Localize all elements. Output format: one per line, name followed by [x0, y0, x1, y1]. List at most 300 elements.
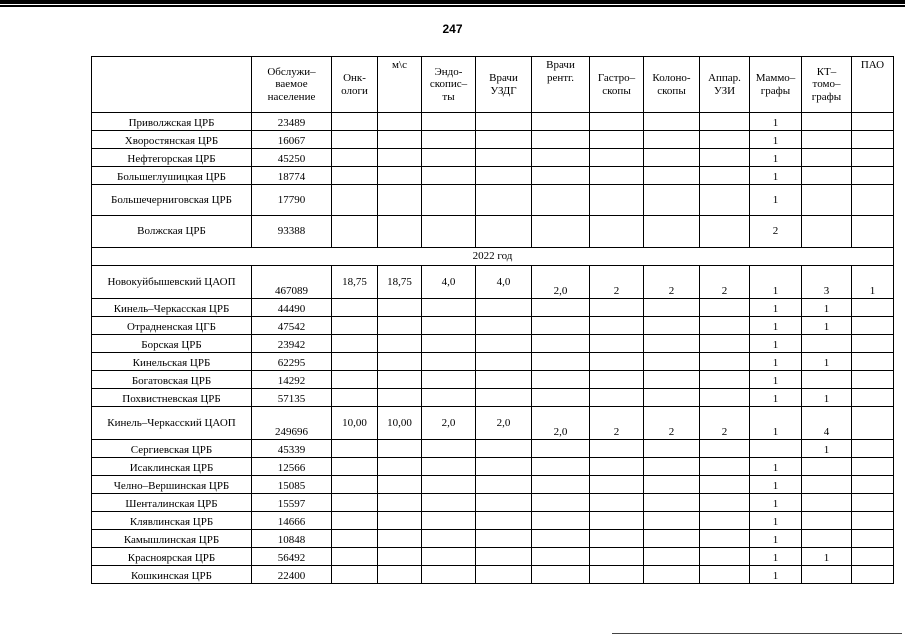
cell-rentg	[532, 149, 590, 167]
cell-onc	[332, 216, 378, 248]
cell-uzdg	[476, 476, 532, 494]
table-row	[92, 440, 894, 458]
cell-ct	[802, 167, 852, 185]
cell-colono	[644, 476, 700, 494]
cell-colono	[644, 149, 700, 167]
cell-endo	[422, 440, 476, 458]
cell-ms	[378, 317, 422, 335]
cell-gastro	[590, 317, 644, 335]
cell-gastro: 2	[590, 266, 644, 299]
cell-endo	[422, 458, 476, 476]
cell-endo	[422, 299, 476, 317]
cell-colono	[644, 113, 700, 131]
cell-endo	[422, 216, 476, 248]
cell-pao	[852, 548, 894, 566]
cell-mammo: 1	[750, 458, 802, 476]
cell-gastro	[590, 476, 644, 494]
cell-pao	[852, 149, 894, 167]
cell-uzdg	[476, 131, 532, 149]
cell-name: Шенталинская ЦРБ	[92, 494, 252, 512]
cell-mammo: 1	[750, 494, 802, 512]
header-oncologists: Онк-ологи	[332, 57, 378, 113]
cell-uzdg	[476, 353, 532, 371]
cell-ct	[802, 113, 852, 131]
cell-uzdg	[476, 299, 532, 317]
cell-ms	[378, 389, 422, 407]
header-ms: м\с	[378, 57, 422, 113]
cell-pao	[852, 512, 894, 530]
table-row	[92, 353, 894, 371]
cell-population: 16067	[252, 131, 332, 149]
cell-population: 249696	[252, 407, 332, 440]
cell-gastro	[590, 548, 644, 566]
cell-population: 15597	[252, 494, 332, 512]
cell-ct	[802, 458, 852, 476]
cell-onc	[332, 530, 378, 548]
table-row	[92, 458, 894, 476]
cell-colono	[644, 335, 700, 353]
cell-gastro	[590, 113, 644, 131]
cell-gastro	[590, 131, 644, 149]
cell-rentg	[532, 216, 590, 248]
cell-ct: 1	[802, 299, 852, 317]
cell-uzdg	[476, 113, 532, 131]
cell-mammo: 1	[750, 317, 802, 335]
header-radiologists: Врачи рентг.	[532, 57, 590, 113]
cell-gastro	[590, 167, 644, 185]
cell-onc	[332, 167, 378, 185]
cell-rentg	[532, 512, 590, 530]
cell-uzi	[700, 494, 750, 512]
cell-ct: 4	[802, 407, 852, 440]
table-row	[92, 335, 894, 353]
cell-population: 15085	[252, 476, 332, 494]
cell-pao	[852, 407, 894, 440]
cell-ms: 18,75	[378, 266, 422, 299]
cell-pao	[852, 476, 894, 494]
cell-mammo: 1	[750, 266, 802, 299]
cell-onc	[332, 299, 378, 317]
cell-population: 45250	[252, 149, 332, 167]
cell-name: Отрадненская ЦГБ	[92, 317, 252, 335]
cell-colono	[644, 389, 700, 407]
top-rule	[0, 0, 905, 7]
cell-uzdg	[476, 216, 532, 248]
year-row	[92, 248, 894, 266]
statistics-table	[91, 56, 894, 584]
cell-uzi	[700, 317, 750, 335]
cell-ms	[378, 530, 422, 548]
cell-uzdg: 2,0	[476, 407, 532, 440]
cell-name: Богатовская ЦРБ	[92, 371, 252, 389]
cell-rentg	[532, 566, 590, 584]
cell-onc	[332, 458, 378, 476]
table-row	[92, 266, 894, 299]
cell-ms	[378, 494, 422, 512]
cell-ms	[378, 131, 422, 149]
cell-name: Исаклинская ЦРБ	[92, 458, 252, 476]
cell-colono: 2	[644, 266, 700, 299]
cell-onc	[332, 512, 378, 530]
cell-rentg	[532, 113, 590, 131]
cell-colono	[644, 299, 700, 317]
cell-uzdg	[476, 185, 532, 216]
cell-population: 22400	[252, 566, 332, 584]
cell-population: 45339	[252, 440, 332, 458]
cell-ct: 1	[802, 317, 852, 335]
cell-gastro	[590, 371, 644, 389]
cell-uzdg	[476, 167, 532, 185]
page-number: 247	[442, 22, 463, 36]
cell-ct: 1	[802, 353, 852, 371]
cell-endo	[422, 530, 476, 548]
cell-endo	[422, 149, 476, 167]
cell-uzi	[700, 299, 750, 317]
cell-endo: 4,0	[422, 266, 476, 299]
header-pao: ПАО	[852, 57, 894, 113]
cell-name: Камышлинская ЦРБ	[92, 530, 252, 548]
table-row	[92, 566, 894, 584]
cell-population: 14292	[252, 371, 332, 389]
cell-endo	[422, 131, 476, 149]
table-row	[92, 185, 894, 216]
cell-name: Кинельская ЦРБ	[92, 353, 252, 371]
table-row	[92, 371, 894, 389]
table-row	[92, 113, 894, 131]
cell-gastro	[590, 389, 644, 407]
cell-uzdg	[476, 458, 532, 476]
table-row	[92, 317, 894, 335]
cell-uzdg	[476, 440, 532, 458]
cell-ct: 3	[802, 266, 852, 299]
table-row	[92, 216, 894, 248]
table-row	[92, 476, 894, 494]
cell-onc	[332, 476, 378, 494]
cell-gastro	[590, 216, 644, 248]
cell-uzdg	[476, 371, 532, 389]
table-row	[92, 389, 894, 407]
cell-ms	[378, 548, 422, 566]
cell-ct	[802, 476, 852, 494]
header-row	[92, 57, 894, 113]
cell-ms	[378, 440, 422, 458]
cell-uzi	[700, 149, 750, 167]
year-label: 2022 год	[92, 248, 894, 266]
cell-rentg: 2,0	[532, 266, 590, 299]
cell-endo	[422, 167, 476, 185]
cell-onc	[332, 548, 378, 566]
cell-rentg	[532, 494, 590, 512]
cell-mammo: 1	[750, 149, 802, 167]
cell-ct	[802, 335, 852, 353]
cell-uzi	[700, 167, 750, 185]
cell-colono	[644, 512, 700, 530]
cell-rentg	[532, 389, 590, 407]
cell-colono	[644, 131, 700, 149]
cell-colono	[644, 216, 700, 248]
table-row	[92, 512, 894, 530]
cell-onc	[332, 131, 378, 149]
cell-mammo: 1	[750, 335, 802, 353]
cell-colono	[644, 185, 700, 216]
cell-ct	[802, 149, 852, 167]
cell-endo	[422, 494, 476, 512]
cell-rentg	[532, 476, 590, 494]
cell-colono	[644, 317, 700, 335]
cell-population: 17790	[252, 185, 332, 216]
cell-name: Красноярская ЦРБ	[92, 548, 252, 566]
cell-onc: 10,00	[332, 407, 378, 440]
cell-uzi: 2	[700, 266, 750, 299]
cell-pao	[852, 113, 894, 131]
cell-colono	[644, 371, 700, 389]
cell-mammo: 1	[750, 185, 802, 216]
cell-gastro	[590, 185, 644, 216]
cell-mammo: 1	[750, 371, 802, 389]
cell-pao	[852, 167, 894, 185]
cell-mammo: 1	[750, 530, 802, 548]
cell-name: Кошкинская ЦРБ	[92, 566, 252, 584]
cell-uzi	[700, 185, 750, 216]
cell-colono	[644, 440, 700, 458]
cell-population: 18774	[252, 167, 332, 185]
cell-rentg: 2,0	[532, 407, 590, 440]
cell-population: 62295	[252, 353, 332, 371]
cell-onc	[332, 440, 378, 458]
cell-colono: 2	[644, 407, 700, 440]
cell-uzi	[700, 458, 750, 476]
cell-rentg	[532, 185, 590, 216]
cell-mammo: 2	[750, 216, 802, 248]
table-row	[92, 131, 894, 149]
cell-rentg	[532, 371, 590, 389]
cell-rentg	[532, 167, 590, 185]
cell-gastro	[590, 458, 644, 476]
cell-gastro	[590, 299, 644, 317]
cell-pao	[852, 371, 894, 389]
cell-name: Волжская ЦРБ	[92, 216, 252, 248]
cell-onc: 18,75	[332, 266, 378, 299]
cell-pao	[852, 458, 894, 476]
cell-mammo: 1	[750, 131, 802, 149]
table-row	[92, 494, 894, 512]
cell-onc	[332, 335, 378, 353]
cell-endo	[422, 476, 476, 494]
cell-ct	[802, 512, 852, 530]
cell-uzdg	[476, 548, 532, 566]
cell-name: Клявлинская ЦРБ	[92, 512, 252, 530]
cell-endo	[422, 389, 476, 407]
table-row	[92, 407, 894, 440]
table-row	[92, 548, 894, 566]
cell-mammo: 1	[750, 407, 802, 440]
cell-ms	[378, 113, 422, 131]
cell-name: Большеглушицкая ЦРБ	[92, 167, 252, 185]
cell-gastro	[590, 440, 644, 458]
cell-ct	[802, 371, 852, 389]
cell-pao	[852, 317, 894, 335]
cell-name: Кинель–Черкасский ЦАОП	[92, 407, 252, 440]
cell-ct: 1	[802, 440, 852, 458]
cell-endo: 2,0	[422, 407, 476, 440]
cell-colono	[644, 458, 700, 476]
cell-population: 12566	[252, 458, 332, 476]
cell-uzdg: 4,0	[476, 266, 532, 299]
cell-ct	[802, 216, 852, 248]
cell-ms	[378, 476, 422, 494]
cell-pao	[852, 185, 894, 216]
cell-mammo: 1	[750, 167, 802, 185]
cell-name: Сергиевская ЦРБ	[92, 440, 252, 458]
cell-population: 10848	[252, 530, 332, 548]
table-row	[92, 530, 894, 548]
cell-ms	[378, 185, 422, 216]
cell-gastro	[590, 566, 644, 584]
cell-gastro	[590, 512, 644, 530]
cell-ms	[378, 566, 422, 584]
cell-onc	[332, 494, 378, 512]
cell-gastro	[590, 530, 644, 548]
cell-uzi	[700, 353, 750, 371]
cell-gastro	[590, 149, 644, 167]
header-doppler: Врачи УЗДГ	[476, 57, 532, 113]
cell-uzdg	[476, 566, 532, 584]
cell-onc	[332, 317, 378, 335]
cell-mammo: 1	[750, 389, 802, 407]
cell-uzdg	[476, 149, 532, 167]
table-row	[92, 299, 894, 317]
cell-endo	[422, 335, 476, 353]
cell-endo	[422, 548, 476, 566]
cell-uzdg	[476, 317, 532, 335]
cell-mammo: 1	[750, 113, 802, 131]
cell-name: Большечерниговская ЦРБ	[92, 185, 252, 216]
cell-mammo: 1	[750, 299, 802, 317]
cell-rentg	[532, 317, 590, 335]
cell-mammo: 1	[750, 548, 802, 566]
cell-ct	[802, 530, 852, 548]
cell-uzi	[700, 566, 750, 584]
cell-uzdg	[476, 335, 532, 353]
cell-ms	[378, 299, 422, 317]
cell-population: 56492	[252, 548, 332, 566]
cell-uzi	[700, 548, 750, 566]
cell-rentg	[532, 299, 590, 317]
cell-colono	[644, 530, 700, 548]
cell-rentg	[532, 530, 590, 548]
header-colonoscopes: Колоно-скопы	[644, 57, 700, 113]
cell-population: 23489	[252, 113, 332, 131]
cell-uzi: 2	[700, 407, 750, 440]
cell-mammo	[750, 440, 802, 458]
cell-endo	[422, 566, 476, 584]
cell-name: Хворостянская ЦРБ	[92, 131, 252, 149]
cell-pao: 1	[852, 266, 894, 299]
cell-onc	[332, 185, 378, 216]
cell-mammo: 1	[750, 476, 802, 494]
cell-uzi	[700, 131, 750, 149]
cell-name: Нефтегорская ЦРБ	[92, 149, 252, 167]
cell-endo	[422, 113, 476, 131]
cell-uzi	[700, 440, 750, 458]
cell-rentg	[532, 458, 590, 476]
cell-uzi	[700, 530, 750, 548]
table-body-after	[92, 266, 894, 584]
cell-ms	[378, 353, 422, 371]
cell-gastro	[590, 494, 644, 512]
cell-rentg	[532, 548, 590, 566]
cell-pao	[852, 494, 894, 512]
cell-ms	[378, 512, 422, 530]
cell-uzdg	[476, 389, 532, 407]
cell-rentg	[532, 335, 590, 353]
table-row	[92, 149, 894, 167]
cell-onc	[332, 113, 378, 131]
cell-ct: 1	[802, 389, 852, 407]
cell-onc	[332, 353, 378, 371]
cell-population: 44490	[252, 299, 332, 317]
header-endoscopists: Эндо-скопис–ты	[422, 57, 476, 113]
table-body-before	[92, 113, 894, 266]
cell-gastro: 2	[590, 407, 644, 440]
cell-uzi	[700, 389, 750, 407]
cell-colono	[644, 548, 700, 566]
cell-colono	[644, 167, 700, 185]
cell-ct	[802, 494, 852, 512]
cell-population: 14666	[252, 512, 332, 530]
cell-endo	[422, 317, 476, 335]
cell-uzi	[700, 476, 750, 494]
cell-onc	[332, 371, 378, 389]
cell-pao	[852, 216, 894, 248]
cell-uzdg	[476, 512, 532, 530]
cell-population: 23942	[252, 335, 332, 353]
cell-ms	[378, 167, 422, 185]
header-ultrasound: Аппар. УЗИ	[700, 57, 750, 113]
cell-population: 47542	[252, 317, 332, 335]
cell-pao	[852, 566, 894, 584]
cell-ct	[802, 185, 852, 216]
cell-ct: 1	[802, 548, 852, 566]
cell-ms: 10,00	[378, 407, 422, 440]
cell-name: Челно–Вершинская ЦРБ	[92, 476, 252, 494]
cell-name: Кинель–Черкасская ЦРБ	[92, 299, 252, 317]
cell-endo	[422, 371, 476, 389]
cell-pao	[852, 335, 894, 353]
cell-pao	[852, 530, 894, 548]
cell-onc	[332, 389, 378, 407]
cell-uzi	[700, 216, 750, 248]
cell-uzi	[700, 335, 750, 353]
cell-colono	[644, 566, 700, 584]
cell-mammo: 1	[750, 512, 802, 530]
cell-rentg	[532, 353, 590, 371]
header-name	[92, 57, 252, 113]
cell-endo	[422, 353, 476, 371]
cell-uzdg	[476, 494, 532, 512]
cell-colono	[644, 494, 700, 512]
cell-pao	[852, 353, 894, 371]
cell-rentg	[532, 440, 590, 458]
cell-ms	[378, 371, 422, 389]
cell-name: Борская ЦРБ	[92, 335, 252, 353]
cell-mammo: 1	[750, 566, 802, 584]
cell-name: Приволжская ЦРБ	[92, 113, 252, 131]
cell-uzi	[700, 371, 750, 389]
header-gastroscopes: Гастро–скопы	[590, 57, 644, 113]
table-row	[92, 167, 894, 185]
cell-mammo: 1	[750, 353, 802, 371]
